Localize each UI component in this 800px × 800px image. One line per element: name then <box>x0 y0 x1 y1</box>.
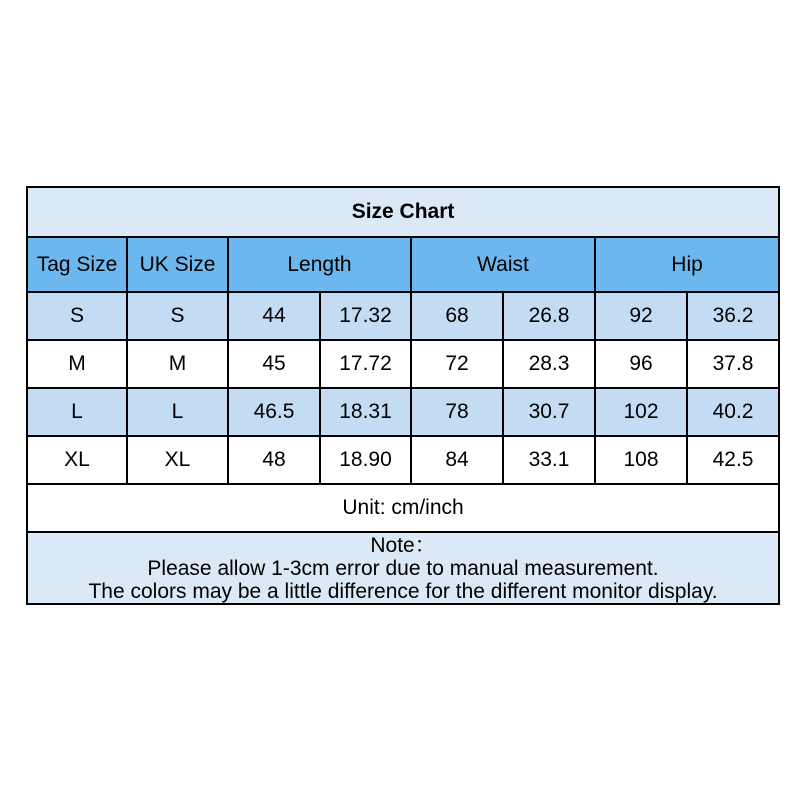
table-row <box>27 340 779 388</box>
cell-tag-size: S <box>27 292 127 340</box>
cell-length-inch: 17.32 <box>320 292 411 340</box>
note-heading: Note： <box>370 533 436 557</box>
cell-hip-inch: 42.5 <box>687 436 779 484</box>
cell-hip-inch: 36.2 <box>687 292 779 340</box>
cell-uk-size: XL <box>127 436 228 484</box>
unit-label: Unit: cm/inch <box>27 484 779 532</box>
cell-length-cm: 48 <box>228 436 320 484</box>
cell-tag-size: L <box>27 388 127 436</box>
note-row <box>27 532 779 604</box>
cell-hip-cm: 92 <box>595 292 687 340</box>
cell-hip-cm: 102 <box>595 388 687 436</box>
cell-length-cm: 45 <box>228 340 320 388</box>
cell-length-cm: 46.5 <box>228 388 320 436</box>
size-chart-table <box>26 186 780 605</box>
cell-waist-cm: 78 <box>411 388 503 436</box>
cell-waist-inch: 26.8 <box>503 292 595 340</box>
cell-hip-inch: 37.8 <box>687 340 779 388</box>
title-row <box>27 187 779 237</box>
cell-waist-cm: 68 <box>411 292 503 340</box>
table-row <box>27 388 779 436</box>
cell-uk-size: M <box>127 340 228 388</box>
size-chart-container <box>26 186 778 605</box>
cell-length-inch: 18.90 <box>320 436 411 484</box>
note-line-measurement: Please allow 1-3cm error due to manual measurement. <box>147 556 659 580</box>
cell-waist-inch: 30.7 <box>503 388 595 436</box>
note-line-colors: The colors may be a little difference for the different monitor display. <box>88 579 718 603</box>
table-row <box>27 292 779 340</box>
header-length: Length <box>228 237 411 292</box>
cell-waist-cm: 84 <box>411 436 503 484</box>
cell-tag-size: M <box>27 340 127 388</box>
header-row <box>27 237 779 292</box>
cell-length-inch: 18.31 <box>320 388 411 436</box>
cell-length-inch: 17.72 <box>320 340 411 388</box>
header-uk-size: UK Size <box>127 237 228 292</box>
cell-waist-inch: 28.3 <box>503 340 595 388</box>
cell-hip-cm: 96 <box>595 340 687 388</box>
cell-length-cm: 44 <box>228 292 320 340</box>
note-block <box>27 532 779 604</box>
cell-tag-size: XL <box>27 436 127 484</box>
cell-hip-cm: 108 <box>595 436 687 484</box>
cell-uk-size: S <box>127 292 228 340</box>
header-waist: Waist <box>411 237 595 292</box>
chart-title: Size Chart <box>27 187 779 237</box>
unit-row <box>27 484 779 532</box>
table-row <box>27 436 779 484</box>
cell-hip-inch: 40.2 <box>687 388 779 436</box>
cell-waist-cm: 72 <box>411 340 503 388</box>
cell-uk-size: L <box>127 388 228 436</box>
cell-waist-inch: 33.1 <box>503 436 595 484</box>
header-tag-size: Tag Size <box>27 237 127 292</box>
header-hip: Hip <box>595 237 779 292</box>
